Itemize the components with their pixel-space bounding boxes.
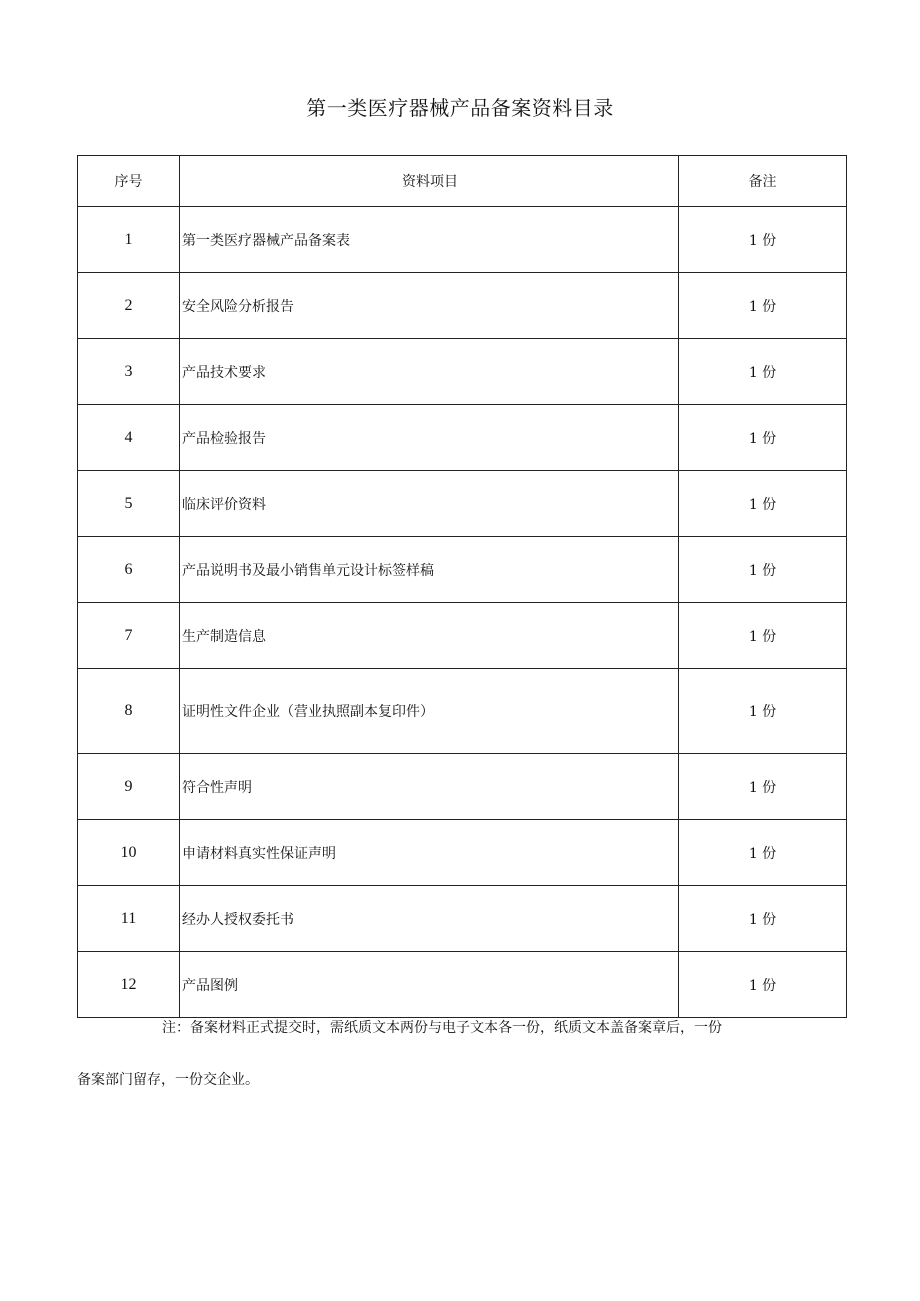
table-row [78,603,847,669]
row-number: 7 [78,603,180,669]
table-row [78,273,847,339]
row-note: 1 份 [679,273,847,339]
row-number: 8 [78,669,180,754]
table-row [78,820,847,886]
row-note: 1 份 [679,669,847,754]
row-number: 10 [78,820,180,886]
table-header-row [78,156,847,207]
row-number: 9 [78,754,180,820]
table-row [78,669,847,754]
row-note: 1 份 [679,207,847,273]
row-number: 3 [78,339,180,405]
footnote-line-2: 备案部门留存，一份交企业。 [77,1072,259,1088]
row-item: 证明性文件企业（营业执照副本复印件） [180,669,679,754]
row-number: 1 [78,207,180,273]
row-note: 1 份 [679,471,847,537]
table-row [78,952,847,1018]
row-number: 11 [78,886,180,952]
table-row [78,339,847,405]
row-item: 符合性声明 [180,754,679,820]
row-number: 5 [78,471,180,537]
row-item: 产品图例 [180,952,679,1018]
row-item: 临床评价资料 [180,471,679,537]
row-item: 安全风险分析报告 [180,273,679,339]
row-note: 1 份 [679,886,847,952]
row-number: 12 [78,952,180,1018]
row-item: 生产制造信息 [180,603,679,669]
header-remark: 备注 [679,156,847,207]
page-title: 第一类医疗器械产品备案资料目录 [306,96,614,120]
row-note: 1 份 [679,754,847,820]
row-item: 经办人授权委托书 [180,886,679,952]
document-catalog-table [77,155,847,1018]
footnote-line-1: 注：备案材料正式提交时，需纸质文本两份与电子文本各一份，纸质文本盖备案章后，一份 [162,1020,722,1036]
row-note: 1 份 [679,952,847,1018]
table-row [78,886,847,952]
table-row [78,471,847,537]
row-item: 第一类医疗器械产品备案表 [180,207,679,273]
row-item: 产品技术要求 [180,339,679,405]
row-item: 产品说明书及最小销售单元设计标签样稿 [180,537,679,603]
table-row [78,405,847,471]
table-row [78,537,847,603]
row-item: 产品检验报告 [180,405,679,471]
row-note: 1 份 [679,537,847,603]
row-note: 1 份 [679,603,847,669]
row-note: 1 份 [679,820,847,886]
row-number: 2 [78,273,180,339]
header-document-item: 资料项目 [180,156,679,207]
row-number: 6 [78,537,180,603]
table-row [78,207,847,273]
row-note: 1 份 [679,405,847,471]
header-serial-number: 序号 [78,156,180,207]
table-row [78,754,847,820]
row-number: 4 [78,405,180,471]
row-note: 1 份 [679,339,847,405]
row-item: 申请材料真实性保证声明 [180,820,679,886]
